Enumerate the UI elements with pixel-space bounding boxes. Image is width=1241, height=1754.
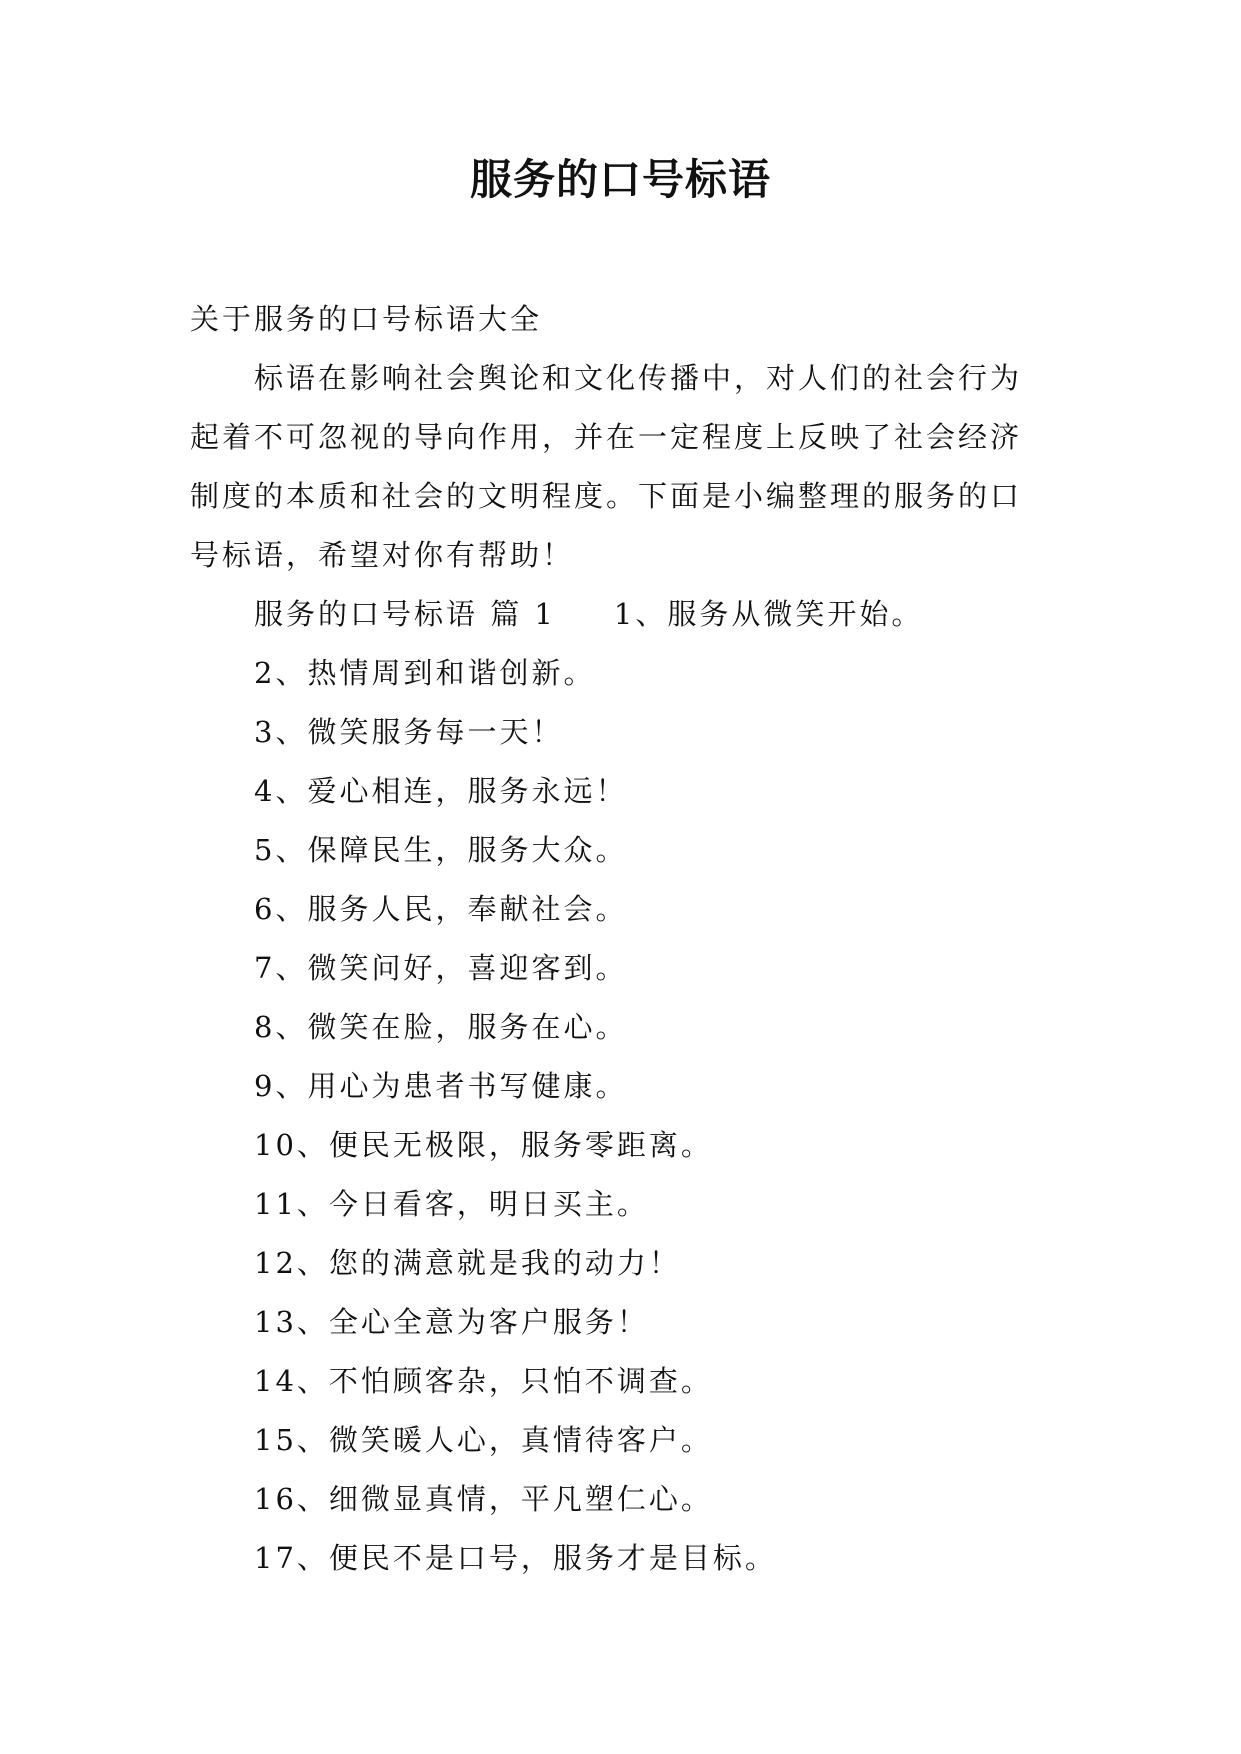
intro-line: 号标语，希望对你有帮助！ — [190, 538, 575, 572]
list-item: 16、细微显真情，平凡塑仁心。 — [254, 1482, 713, 1516]
list-item: 12、您的满意就是我的动力！ — [254, 1246, 681, 1280]
list-item: 17、便民不是口号，服务才是目标。 — [254, 1541, 777, 1575]
list-item: 5、保障民生，服务大众。 — [254, 833, 628, 867]
intro-line: 起着不可忽视的导向作用，并在一定程度上反映了社会经济 — [190, 420, 1023, 454]
document-title: 服务的口号标语 — [469, 155, 771, 204]
list-item: 11、今日看客，明日买主。 — [254, 1187, 649, 1221]
list-item: 8、微笑在脸，服务在心。 — [254, 1010, 628, 1044]
list-item: 14、不怕顾客杂，只怕不调查。 — [254, 1364, 713, 1398]
list-item: 4、爱心相连，服务永远！ — [254, 774, 628, 808]
list-item: 3、微笑服务每一天！ — [254, 715, 564, 749]
section-line — [190, 585, 1050, 644]
list-item: 2、热情周到和谐创新。 — [254, 656, 596, 690]
list-item: 7、微笑问好，喜迎客到。 — [254, 951, 628, 985]
intro-line: 制度的本质和社会的文明程度。下面是小编整理的服务的口 — [190, 479, 1023, 513]
list-item: 15、微笑暖人心，真情待客户。 — [254, 1423, 713, 1457]
document-subtitle: 关于服务的口号标语大全 — [190, 302, 543, 336]
list-item: 6、服务人民，奉献社会。 — [254, 892, 628, 926]
list-item: 10、便民无极限，服务零距离。 — [254, 1128, 713, 1162]
list-item: 9、用心为患者书写健康。 — [254, 1069, 628, 1103]
intro-line: 标语在影响社会舆论和文化传播中，对人们的社会行为 — [254, 361, 1023, 395]
section-heading: 服务的口号标语 篇 1 — [254, 597, 556, 631]
list-item: 13、全心全意为客户服务！ — [254, 1305, 649, 1339]
list-item: 1、服务从微笑开始。 — [613, 597, 924, 631]
document-body — [190, 290, 1050, 1588]
